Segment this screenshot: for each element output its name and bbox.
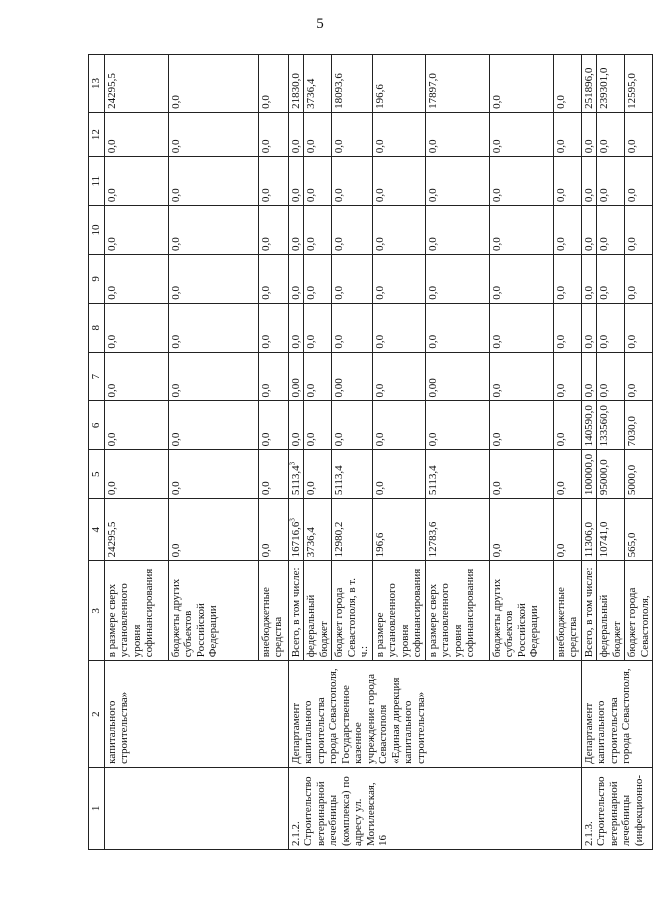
value-cell: 0,0 <box>258 303 288 352</box>
value-cell: 0,0 <box>581 157 597 206</box>
value-cell: 100000,0 <box>581 450 597 499</box>
value-cell: 0,0 <box>168 254 258 303</box>
value-cell: 0,0 <box>104 450 168 499</box>
value-cell: 0,0 <box>168 499 258 561</box>
value-cell: 0,0 <box>332 157 373 206</box>
col-header: 1 <box>89 767 105 849</box>
source-cell: в размере сверх установленного уровня софинансирования <box>425 561 489 661</box>
value-cell: 0,0 <box>258 450 288 499</box>
value-cell: 0,0 <box>104 401 168 450</box>
value-cell: 0,0 <box>258 401 288 450</box>
source-cell: бюджет города Севастополя, <box>625 561 653 661</box>
rotated-table-container <box>88 54 651 850</box>
col-header: 10 <box>89 206 105 255</box>
value-cell: 0,0 <box>168 157 258 206</box>
value-cell: 0,0 <box>258 499 288 561</box>
col-header: 12 <box>89 112 105 156</box>
value-cell: 0,0 <box>372 112 425 156</box>
value-cell: 0,0 <box>332 112 373 156</box>
value-cell: 10741,0 <box>597 499 625 561</box>
value-cell: 11306,0 <box>581 499 597 561</box>
value-cell: 0,0 <box>489 55 553 113</box>
financing-table <box>88 54 653 850</box>
value-cell: 0,0 <box>553 352 581 401</box>
executor-cell: Департамент капитального строительства города Севастополя, Государственное казенное учреждение города Севастополя «Единая дирекция капитального строительства» <box>288 661 581 768</box>
value-cell: 3736,4 <box>304 55 332 113</box>
value-cell: 0,0 <box>332 401 373 450</box>
value-cell: 133560,0 <box>597 401 625 450</box>
value-cell: 0,0 <box>372 254 425 303</box>
value-cell: 5113,4 <box>332 450 373 499</box>
value-cell: 0,0 <box>332 254 373 303</box>
source-cell: в размере сверх установленного уровня софинансирования <box>104 561 168 661</box>
value-cell: 0,0 <box>258 157 288 206</box>
value-cell: 0,0 <box>104 206 168 255</box>
value-cell: 0,0 <box>425 112 489 156</box>
value-cell: 0,0 <box>258 352 288 401</box>
value-cell: 0,0 <box>625 112 653 156</box>
table-row <box>104 55 168 850</box>
value-cell: 0,0 <box>581 352 597 401</box>
value-cell: 0,0 <box>625 254 653 303</box>
value-cell: 0,0 <box>332 206 373 255</box>
value-cell: 0,0 <box>304 450 332 499</box>
value-cell: 0,0 <box>304 254 332 303</box>
value-cell: 0,0 <box>597 112 625 156</box>
value-cell: 12783,6 <box>425 499 489 561</box>
value-cell: 0,00 <box>288 352 304 401</box>
value-cell: 21830,0 <box>288 55 304 113</box>
value-cell: 0,0 <box>553 254 581 303</box>
value-cell: 0,0 <box>597 254 625 303</box>
item-cell: 2.1.2. Строительство ветеринарной лечебницы (комплекса) по адресу ул. Могилевская, 16 <box>288 767 581 849</box>
value-cell: 0,0 <box>258 55 288 113</box>
value-cell: 0,0 <box>168 352 258 401</box>
value-cell: 0,00 <box>332 352 373 401</box>
source-cell: федеральный бюджет <box>304 561 332 661</box>
col-header: 6 <box>89 401 105 450</box>
value-cell: 0,0 <box>288 112 304 156</box>
value-cell: 0,0 <box>489 157 553 206</box>
value-cell: 0,0 <box>332 303 373 352</box>
value-cell: 0,0 <box>372 157 425 206</box>
source-cell: бюджеты других субъектов Российской Федерации <box>168 561 258 661</box>
source-cell: внебюджетные средства <box>258 561 288 661</box>
source-cell: бюджет города Севастополя, в т. ч.: <box>332 561 373 661</box>
value-cell: 0,0 <box>258 112 288 156</box>
value-cell: 0,0 <box>553 157 581 206</box>
col-header: 4 <box>89 499 105 561</box>
value-cell: 0,0 <box>104 112 168 156</box>
col-header: 9 <box>89 254 105 303</box>
value-cell: 0,0 <box>304 401 332 450</box>
value-cell: 565,0 <box>625 499 653 561</box>
value-cell: 0,0 <box>372 450 425 499</box>
source-cell: в размере установленного уровня софинансирования <box>372 561 425 661</box>
value-cell: 17897,0 <box>425 55 489 113</box>
value-cell: 251896,0 <box>581 55 597 113</box>
column-number-row <box>89 55 105 850</box>
value-cell: 0,0 <box>168 206 258 255</box>
value-cell: 0,0 <box>625 206 653 255</box>
value-cell: 140590,0 <box>581 401 597 450</box>
col-header: 13 <box>89 55 105 113</box>
value-cell: 0,0 <box>425 303 489 352</box>
value-cell: 0,0 <box>489 450 553 499</box>
value-cell: 196,6 <box>372 55 425 113</box>
value-cell: 0,0 <box>489 401 553 450</box>
value-cell: 12595,0 <box>625 55 653 113</box>
source-cell: федеральный бюджет <box>597 561 625 661</box>
value-cell: 0,0 <box>304 112 332 156</box>
value-cell: 239301,0 <box>597 55 625 113</box>
value-cell: 0,0 <box>597 303 625 352</box>
value-cell: 0,0 <box>625 157 653 206</box>
col-header: 8 <box>89 303 105 352</box>
source-cell: Всего, в том числе: <box>581 561 597 661</box>
value-cell: 0,0 <box>288 254 304 303</box>
value-cell: 0,0 <box>581 112 597 156</box>
value-cell: 0,0 <box>553 206 581 255</box>
value-cell: 0,0 <box>372 303 425 352</box>
value-cell: 5113,4$^3$ <box>288 450 304 499</box>
value-cell: 196,6 <box>372 499 425 561</box>
value-cell: 0,0 <box>304 352 332 401</box>
executor-cell: Департамент капитального строительства города Севастополя, <box>581 661 653 768</box>
value-cell: 0,0 <box>489 254 553 303</box>
value-cell: 0,0 <box>489 206 553 255</box>
value-cell: 0,0 <box>553 303 581 352</box>
value-cell: 0,0 <box>104 157 168 206</box>
value-cell: 0,0 <box>553 450 581 499</box>
value-cell: 0,0 <box>372 206 425 255</box>
value-cell: 0,0 <box>372 352 425 401</box>
value-cell: 0,0 <box>425 254 489 303</box>
value-cell: 0,0 <box>104 254 168 303</box>
value-cell: 0,0 <box>489 352 553 401</box>
col-header: 3 <box>89 561 105 661</box>
source-cell: бюджеты других субъектов Российской Федерации <box>489 561 553 661</box>
value-cell: 0,0 <box>597 352 625 401</box>
value-cell: 16716,6$^3$ <box>288 499 304 561</box>
item-cell: 2.1.3. Строительство ветеринарной лечебницы (инфекционно- <box>581 767 653 849</box>
value-cell: 24295,5 <box>104 499 168 561</box>
value-cell: 0,0 <box>104 303 168 352</box>
value-cell: 0,0 <box>168 55 258 113</box>
value-cell: 0,0 <box>288 157 304 206</box>
value-cell: 0,0 <box>168 450 258 499</box>
item-cell <box>104 767 288 849</box>
value-cell: 0,0 <box>489 303 553 352</box>
value-cell: 0,00 <box>425 352 489 401</box>
value-cell: 0,0 <box>553 499 581 561</box>
value-cell: 0,0 <box>168 303 258 352</box>
source-cell: Всего, в том числе: <box>288 561 304 661</box>
col-header: 11 <box>89 157 105 206</box>
table-row <box>581 55 597 850</box>
value-cell: 0,0 <box>489 499 553 561</box>
value-cell: 0,0 <box>581 254 597 303</box>
value-cell: 0,0 <box>553 401 581 450</box>
value-cell: 95000,0 <box>597 450 625 499</box>
value-cell: 0,0 <box>581 206 597 255</box>
value-cell: 0,0 <box>425 206 489 255</box>
value-cell: 0,0 <box>625 303 653 352</box>
value-cell: 0,0 <box>104 352 168 401</box>
value-cell: 0,0 <box>288 401 304 450</box>
value-cell: 0,0 <box>168 112 258 156</box>
value-cell: 0,0 <box>372 401 425 450</box>
value-cell: 0,0 <box>304 303 332 352</box>
col-header: 2 <box>89 661 105 768</box>
value-cell: 7030,0 <box>625 401 653 450</box>
value-cell: 0,0 <box>288 206 304 255</box>
value-cell: 0,0 <box>489 112 553 156</box>
value-cell: 0,0 <box>425 401 489 450</box>
table-row <box>288 55 304 850</box>
value-cell: 0,0 <box>597 157 625 206</box>
value-cell: 18093,6 <box>332 55 373 113</box>
executor-cell: капитального строительства» <box>104 661 288 768</box>
value-cell: 0,0 <box>553 112 581 156</box>
value-cell: 0,0 <box>425 157 489 206</box>
value-cell: 5000,0 <box>625 450 653 499</box>
value-cell: 12980,2 <box>332 499 373 561</box>
source-cell: внебюджетные средства <box>553 561 581 661</box>
value-cell: 0,0 <box>304 157 332 206</box>
value-cell: 5113,4 <box>425 450 489 499</box>
value-cell: 24295,5 <box>104 55 168 113</box>
value-cell: 0,0 <box>581 303 597 352</box>
col-header: 5 <box>89 450 105 499</box>
value-cell: 3736,4 <box>304 499 332 561</box>
page-number: 5 <box>316 16 324 32</box>
value-cell: 0,0 <box>553 55 581 113</box>
value-cell: 0,0 <box>258 206 288 255</box>
value-cell: 0,0 <box>168 401 258 450</box>
value-cell: 0,0 <box>625 352 653 401</box>
value-cell: 0,0 <box>288 303 304 352</box>
col-header: 7 <box>89 352 105 401</box>
value-cell: 0,0 <box>597 206 625 255</box>
value-cell: 0,0 <box>258 254 288 303</box>
value-cell: 0,0 <box>304 206 332 255</box>
